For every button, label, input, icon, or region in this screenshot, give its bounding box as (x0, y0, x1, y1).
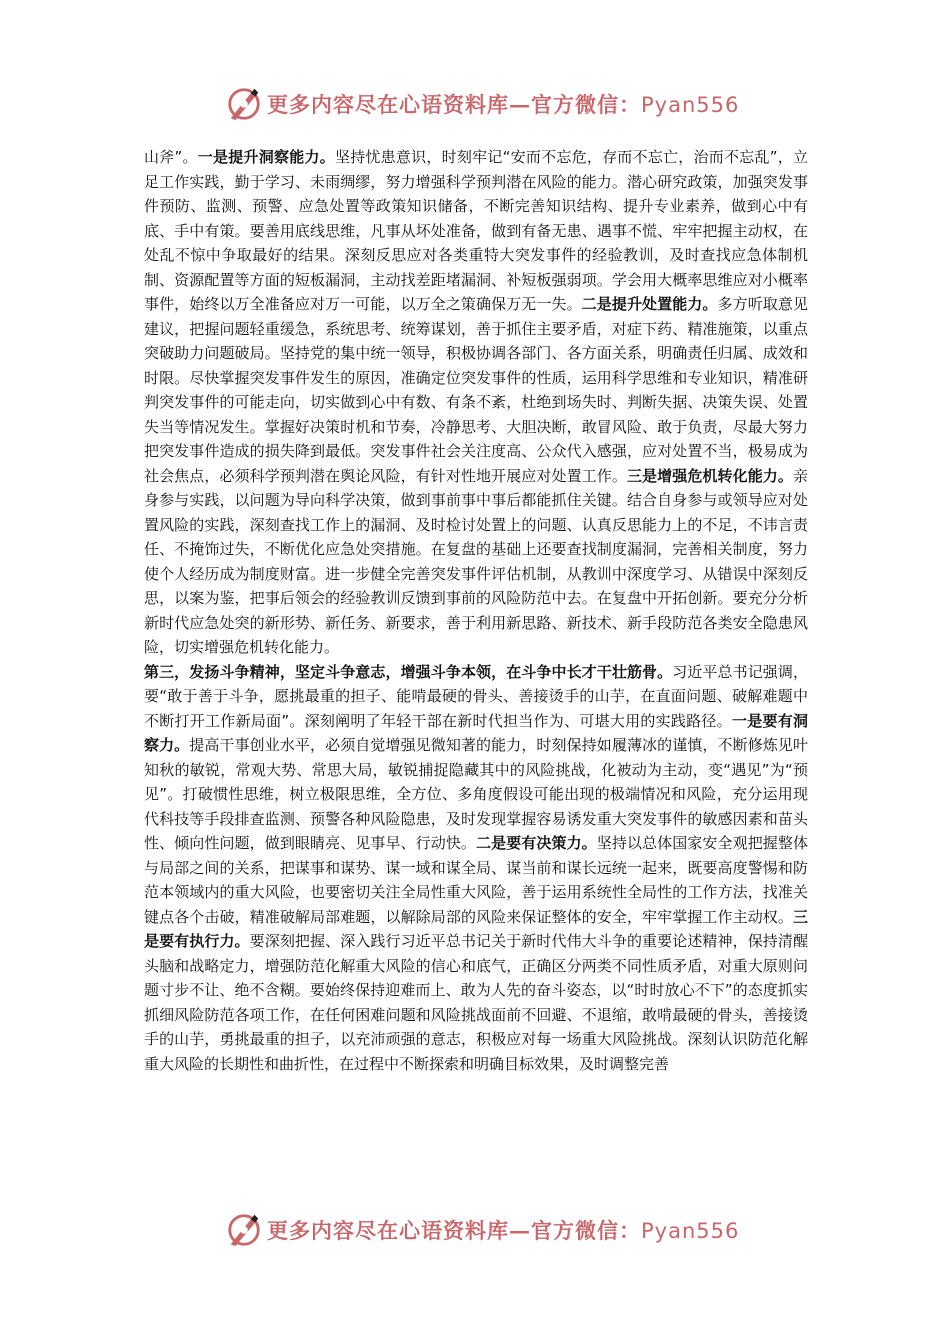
footer-banner (225, 1210, 740, 1250)
section-heading: 第三，发扬斗争精神，坚定斗争意志，增强斗争本领，在斗争中长才干壮筋骨。 (144, 662, 673, 681)
point-heading: 二是提升处置能力。 (581, 295, 718, 313)
pen-circle-logo-icon (225, 1211, 263, 1249)
paragraph: 山斧”。一是提升洞察能力。坚持忧患意识，时刻牢记“安而不忘危，存而不忘亡，治而不忘乱”，立足工作实践，勤于学习、未雨绸缪，努力增强科学预判潜在风险的能力。潜心研究政策，加强突发事件预防、监测、预警、应急处置等政策知识储备，不断完善知识结构、提升专业素养，做到心中有底、手中有策。要善用底线思维，凡事从坏处准备，做到有备无患、遇事不慌、牢牢把握主动权，在处乱不惊中争取最好的结果。深刻反思应对各类重特大突发事件的经验教训，及时查找应急体制机制、资源配置等方面的短板漏洞，主动找差距堵漏洞、补短板强弱项。学会用大概率思维应对小概率事件，始终以万全准备应对万一可能，以万全之策确保万无一失。二是提升处置能力。多方听取意见建议，把握问题轻重缓急，系统思考、统筹谋划，善于抓住主要矛盾，对症下药、精准施策，以重点突破助力问题破局。坚持党的集中统一领导，积极协调各部门、各方面关系，明确责任归属、成效和时限。尽快掌握突发事件发生的原因，准确定位突发事件的性质，运用科学思维和专业知识，精准研判突发事件的可能走向，切实做到心中有数、有条不紊，杜绝到场失时、判断失据、决策失误、处置失当等情况发生。掌握好决策时机和节奏，冷静思考、大胆决断，敢冒风险、敢于负责，尽最大努力把突发事件造成的损失降到最低。突发事件社会关注度高、公众代入感强，应对处置不当，极易成为社会焦点，必须科学预判潜在舆论风险，有针对性地开展应对处置工作。三是增强危机转化能力。亲身参与实践，以问题为导向科学决策，做到事前事中事后都能抓住关键。结合自身参与或领导应对处置风险的实践，深刻查找工作上的漏洞、及时检讨处置上的问题、认真反思能力上的不足，不讳言责任、不掩饰过失，不断优化应急处突措施。在复盘的基础上还要查找制度漏洞，完善相关制度，努力使个人经历成为制度财富。进一步健全完善突发事件评估机制，从教训中深度学习、从错误中深刻反思，以案为鉴，把事后领会的经验教训反馈到事前的风险防范中去。在复盘中开拓创新。要充分分析新时代应急处突的新形势、新任务、新要求，善于利用新思路、新技术、新手段防范各类安全隐患风险，切实增强危机转化能力。 (144, 148, 808, 656)
point-heading: 三是要有执行力。 (144, 907, 808, 950)
document-body (144, 145, 808, 1076)
paragraph: 第三，发扬斗争精神，坚定斗争意志，增强斗争本领，在斗争中长才干壮筋骨。习近平总书记强调，要“敢于善于斗争，愿挑最重的担子、能啃最硬的骨头、善接烫手的山芋，在直面问题、破解难题中不断打开工作新局面”。深刻阐明了年轻干部在新时代担当作为、可堪大用的实践路径。一是要有洞察力。提高干事创业水平，必须自觉增强见微知著的能力，时刻保持如履薄冰的谨慎，不断修炼见叶知秋的敏锐，常观大势、常思大局，敏锐捕捉隐藏其中的风险挑战，化被动为主动，变“遇见”为“预见”。打破惯性思维，树立极限思维，全方位、多角度假设可能出现的极端情况和风险，充分运用现代科技等手段排查监测、预警各种风险隐患，及时发现掌握容易诱发重大突发事件的敏感因素和苗头性、倾向性问题，做到眼睛亮、见事早、行动快。二是要有决策力。坚持以总体国家安全观把握整体与局部之间的关系，把谋事和谋势、谋一域和谋全局、谋当前和谋长远统一起来，既要高度警惕和防范本领域内的重大风险，也要密切关注全局性重大风险，善于运用系统性全局性的工作方法，找准关键点各个击破，精准破解局部难题，以解除局部的风险来保证整体的安全，牢牢掌握工作主动权。三是要有执行力。要深刻把握、深入践行习近平总书记关于新时代伟大斗争的重要论述精神，保持清醒头脑和战略定力，增强防范化解重大风险的信心和底气，正确区分两类不同性质矛盾，对重大原则问题寸步不让、绝不含糊。要始终保持迎难而上、敢为人先的奋斗姿态，以“时时放心不下”的态度抓实抓细风险防范各项工作，在任何困难问题和风险挑战面前不回避、不退缩，敢啃最硬的骨头，善接烫手的山芋，勇挑最重的担子，以充沛顽强的意志，积极应对每一场重大风险挑战。深刻认识防范化解重大风险的长期性和曲折性，在过程中不断探索和明确目标效果，及时调整完善 (144, 662, 808, 1073)
point-heading: 三是增强危机转化能力。 (626, 466, 793, 485)
point-heading: 一是提升洞察能力。 (197, 148, 335, 166)
header-banner (225, 84, 740, 124)
point-heading: 二是要有决策力。 (476, 834, 597, 852)
point-heading: 一是要有洞察力。 (144, 711, 808, 754)
pen-circle-logo-icon (225, 85, 263, 123)
banner-text: 更多内容尽在心语资料库—官方微信：Pyan556 (267, 92, 740, 117)
banner-text: 更多内容尽在心语资料库—官方微信：Pyan556 (267, 1218, 740, 1243)
